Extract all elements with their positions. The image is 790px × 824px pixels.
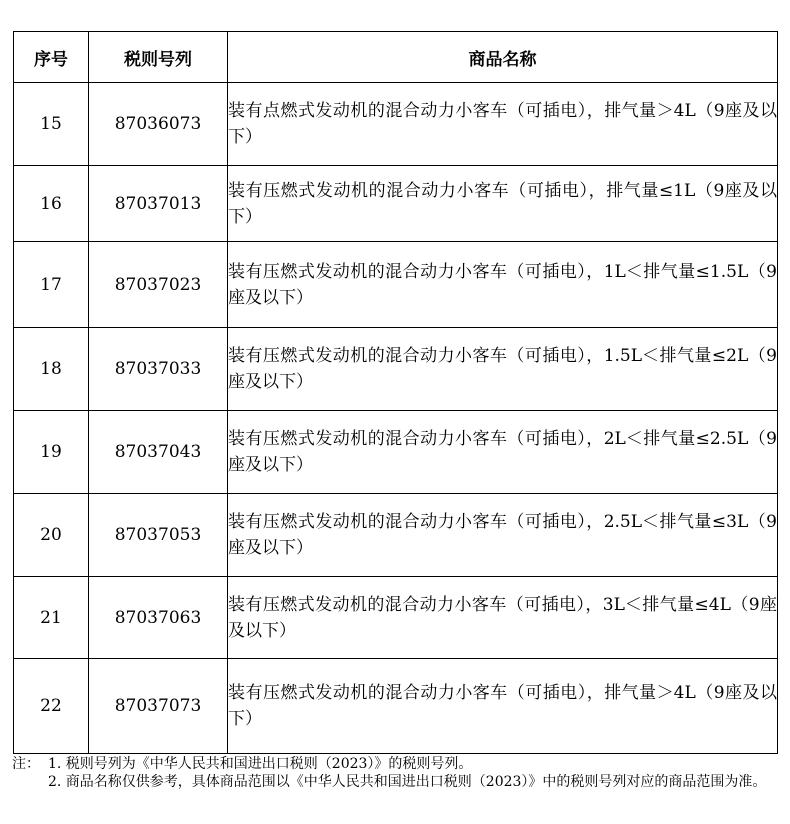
seq-cell: 17	[14, 242, 89, 328]
code-cell: 87036073	[89, 83, 228, 166]
footnote-2	[12, 773, 782, 791]
table-row	[14, 328, 778, 411]
code-cell: 87037023	[89, 242, 228, 328]
table-row	[14, 166, 778, 242]
seq-cell: 20	[14, 494, 89, 577]
code-cell: 87037043	[89, 411, 228, 494]
name-cell: 装有压燃式发动机的混合动力小客车（可插电），1L＜排气量≤1.5L（9座及以下）	[228, 242, 778, 328]
code-cell: 87037063	[89, 577, 228, 659]
header-name: 商品名称	[228, 32, 778, 83]
table-row	[14, 659, 778, 754]
seq-cell: 18	[14, 328, 89, 411]
footnotes	[12, 755, 782, 791]
code-cell: 87037013	[89, 166, 228, 242]
footnote-prefix: 注：	[12, 756, 40, 772]
footnote-text: 2. 商品名称仅供参考，具体商品范围以《中华人民共和国进出口税则（2023）》中的税则号列对应的商品范围为准。	[48, 774, 767, 790]
seq-cell: 21	[14, 577, 89, 659]
header-row	[14, 32, 778, 83]
name-cell: 装有压燃式发动机的混合动力小客车（可插电），1.5L＜排气量≤2L（9座及以下）	[228, 328, 778, 411]
table-row	[14, 494, 778, 577]
name-cell: 装有压燃式发动机的混合动力小客车（可插电），排气量≤1L（9座及以下）	[228, 166, 778, 242]
footnote-text: 1. 税则号列为《中华人民共和国进出口税则（2023）》的税则号列。	[48, 756, 473, 772]
name-cell: 装有压燃式发动机的混合动力小客车（可插电），2.5L＜排气量≤3L（9座及以下）	[228, 494, 778, 577]
header-code: 税则号列	[89, 32, 228, 83]
seq-cell: 16	[14, 166, 89, 242]
table-row	[14, 411, 778, 494]
table-row	[14, 577, 778, 659]
code-cell: 87037053	[89, 494, 228, 577]
seq-cell: 19	[14, 411, 89, 494]
code-cell: 87037073	[89, 659, 228, 754]
table-row	[14, 242, 778, 328]
name-cell: 装有压燃式发动机的混合动力小客车（可插电），2L＜排气量≤2.5L（9座及以下）	[228, 411, 778, 494]
tariff-table	[13, 31, 778, 754]
seq-cell: 15	[14, 83, 89, 166]
footnote-1	[12, 755, 782, 773]
name-cell: 装有压燃式发动机的混合动力小客车（可插电），3L＜排气量≤4L（9座及以下）	[228, 577, 778, 659]
header-seq: 序号	[14, 32, 89, 83]
name-cell: 装有压燃式发动机的混合动力小客车（可插电），排气量＞4L（9座及以下）	[228, 659, 778, 754]
name-cell: 装有点燃式发动机的混合动力小客车（可插电），排气量＞4L（9座及以下）	[228, 83, 778, 166]
code-cell: 87037033	[89, 328, 228, 411]
seq-cell: 22	[14, 659, 89, 754]
table-row	[14, 83, 778, 166]
